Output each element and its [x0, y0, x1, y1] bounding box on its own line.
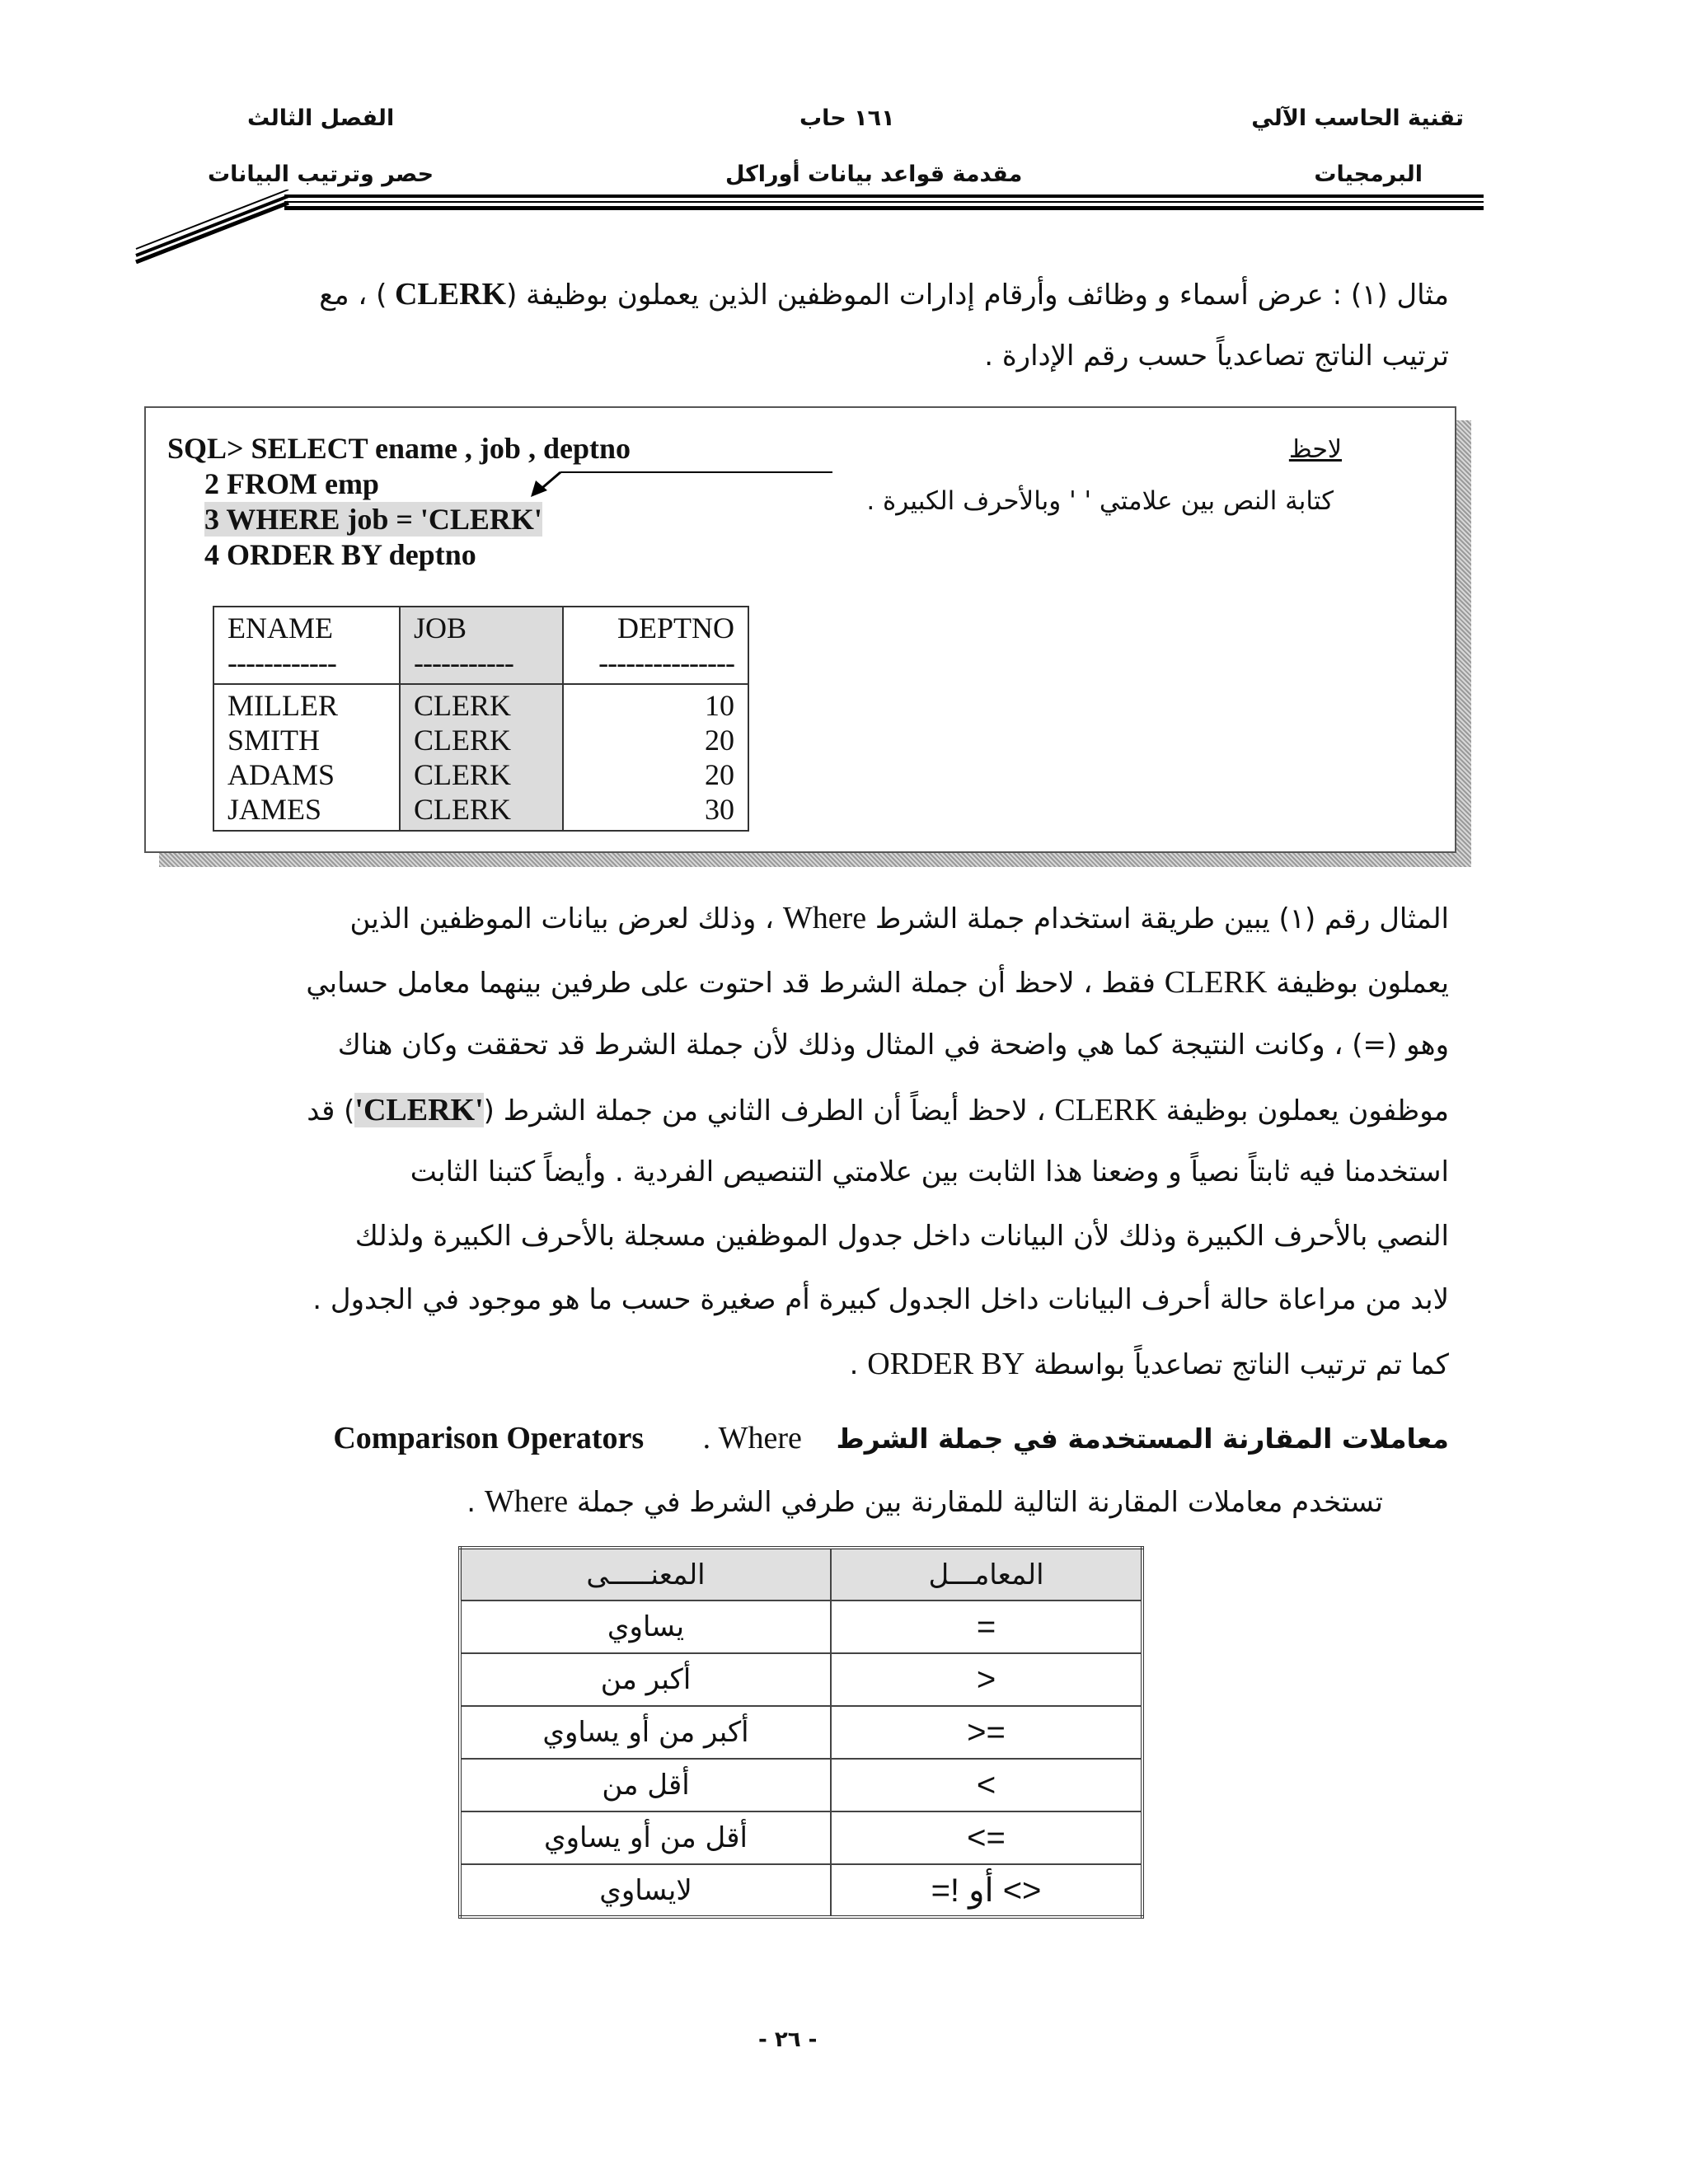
operator-cell: <> أو !=	[831, 1864, 1142, 1917]
explanation-line: كما تم ترتيب الناتج تصاعدياً بواسطة ORDER BY .	[849, 1347, 1449, 1381]
operator-column-header: المعامـــل	[831, 1548, 1142, 1601]
explanation-line: يعملون بوظيفة CLERK فقط ، لاحظ أن جملة الشرط قد احتوت على طرفين بينهما معامل حسابي	[306, 965, 1449, 1000]
operator-cell: <=	[831, 1811, 1142, 1864]
header-course-code: ١٦١ حاب	[799, 105, 895, 131]
header-chapter-topic: حصر وترتيب البيانات	[208, 162, 434, 187]
header-course-title: تقنية الحاسب الآلي	[1251, 105, 1464, 131]
operators-header-row	[460, 1548, 1142, 1601]
result-table	[213, 606, 749, 832]
example-intro-line: ترتيب الناتج تصاعدياً حسب رقم الإدارة .	[984, 340, 1449, 373]
result-header-cell: JOB -----------	[400, 607, 563, 684]
result-deptno-cell: 10 20 20 30	[563, 684, 748, 831]
header-rule	[284, 201, 1484, 203]
operators-intro: تستخدم معاملات المقارنة التالية للمقارنة بين طرفي الشرط في جملة Where .	[467, 1484, 1383, 1519]
operator-cell: <	[831, 1759, 1142, 1811]
meaning-cell: أكبر من	[460, 1653, 831, 1706]
meaning-cell: لايساوي	[460, 1864, 831, 1917]
sql-line: 2 FROM emp	[204, 467, 379, 500]
sql-line: 3 WHERE job = 'CLERK'	[204, 503, 542, 536]
result-body-row	[213, 684, 748, 831]
explanation-line: استخدمنا فيه ثابتاً نصياً و وضعنا هذا الثابت بين علامتي التنصيص الفردية . وأيضاً كتبنا الثابت	[410, 1155, 1449, 1188]
operator-row	[460, 1601, 1142, 1653]
sql-line: SQL> SELECT ename , job , deptno	[167, 432, 631, 465]
result-header-row	[213, 607, 748, 684]
operator-row	[460, 1864, 1142, 1917]
operators-table	[458, 1546, 1144, 1919]
example-intro-line: مثال (١) : عرض أسماء و وظائف وأرقام إدارات الموظفين الذين يعملون بوظيفة ( CLERK) ، مع	[319, 277, 1449, 312]
explanation-line: وهو (=) ، وكانت النتيجة كما هي واضحة في المثال وذلك لأن جملة الشرط قد تحققت وكان هناك	[337, 1029, 1449, 1062]
sql-line: 4 ORDER BY deptno	[204, 538, 476, 571]
operator-row	[460, 1811, 1142, 1864]
meaning-cell: أكبر من أو يساوي	[460, 1706, 831, 1759]
header-rule	[284, 206, 1484, 210]
result-job-cell: CLERK CLERK CLERK CLERK	[400, 684, 563, 831]
header-book-title: مقدمة قواعد بيانات أوراكل	[725, 162, 1023, 187]
operator-row	[460, 1759, 1142, 1811]
header-rule-swoosh	[132, 190, 297, 264]
meaning-cell: أقل من أو يساوي	[460, 1811, 831, 1864]
section-title: معاملات المقارنة المستخدمة في جملة الشرط . Where Comparison Operators	[333, 1421, 1449, 1455]
operator-row	[460, 1653, 1142, 1706]
note-title: لاحظ	[1288, 435, 1342, 464]
explanation-line: النصي بالأحرف الكبيرة وذلك لأن البيانات داخل جدول الموظفين مسجلة بالأحرف الكبيرة ولذلك	[354, 1220, 1449, 1253]
operator-row	[460, 1706, 1142, 1759]
explanation-line: لابد من مراعاة حالة أحرف البيانات داخل الجدول كبيرة أم صغيرة حسب ما هو موجود في الجدول .	[312, 1283, 1449, 1316]
result-header-cell: DEPTNO ---------------	[563, 607, 748, 684]
meaning-column-header: المعنـــــى	[460, 1548, 831, 1601]
header-rule	[284, 194, 1484, 198]
header-chapter: الفصل الثالث	[247, 105, 395, 131]
note-arrow	[528, 457, 832, 499]
result-ename-cell: MILLER SMITH ADAMS JAMES	[213, 684, 400, 831]
meaning-cell: يساوي	[460, 1601, 831, 1653]
meaning-cell: أقل من	[460, 1759, 831, 1811]
explanation-line: المثال رقم (١) يبين طريقة استخدام جملة الشرط Where ، وذلك لعرض بيانات الموظفين الذين	[349, 901, 1449, 935]
operator-cell: =	[831, 1601, 1142, 1653]
result-header-cell: ENAME ------------	[213, 607, 400, 684]
explanation-line: موظفون يعملون بوظيفة CLERK ، لاحظ أيضاً أن الطرف الثاني من جملة الشرط ('CLERK') قد	[307, 1093, 1449, 1127]
note-text: كتابة النص بين علامتي ' ' وبالأحرف الكبيرة .	[866, 486, 1334, 516]
header-department: البرمجيات	[1314, 162, 1423, 187]
operator-cell: >=	[831, 1706, 1142, 1759]
operator-cell: >	[831, 1653, 1142, 1706]
page-number: - ٢٦ -	[758, 2027, 818, 2052]
